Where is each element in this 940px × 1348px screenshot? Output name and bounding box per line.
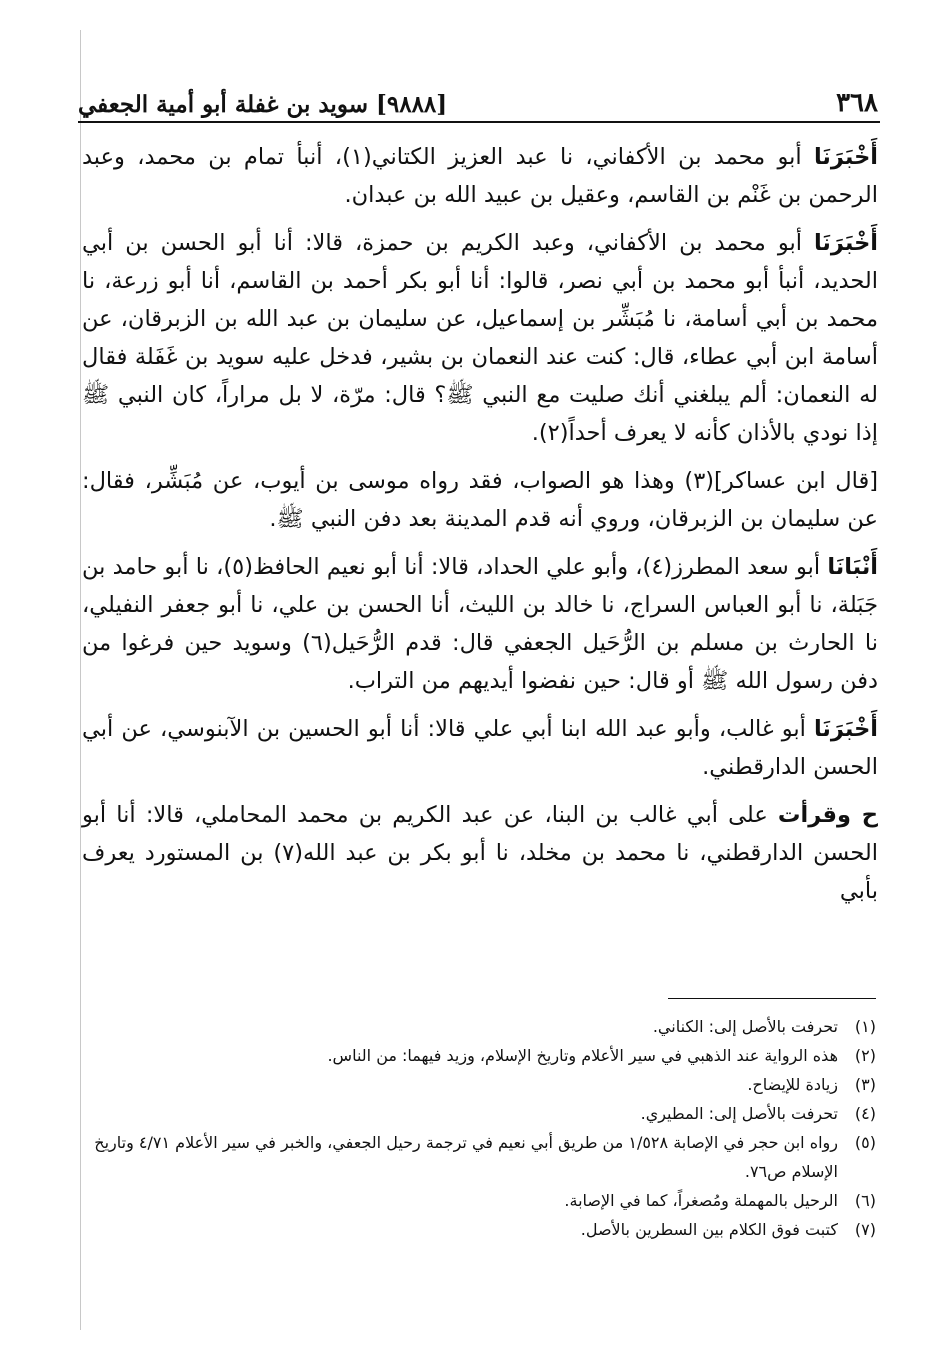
footnote-number: (٢): [854, 1046, 876, 1065]
paragraph-2: [82, 224, 878, 452]
page-header: [78, 72, 878, 118]
page-number: ٣٦٨: [836, 88, 878, 118]
footnote-5: [70, 1128, 876, 1186]
paragraph-text: [قال ابن عساكر](٣) وهذا هو الصواب، فقد رواه موسى بن أيوب، عن مُبَشِّر، فقال: عن سليمان بن الزبرقان، وروي أنه قدم المدينة بعد دفن النبي ﷺ.: [82, 468, 878, 532]
paragraph-lead: أَخْبَرَنَا: [813, 144, 878, 170]
footnote-text: الرحيل بالمهملة ومُصغراً، كما في الإصابة.: [564, 1191, 838, 1210]
paragraph-text: أبو محمد بن الأكفاني، وعبد الكريم بن حمزة، قالا: أنا أبو الحسن بن أبي الحديد، أنبأ أبو محمد بن أبي نصر، قالوا: أنا أبو بكر أحمد بن القاسم، أنا أبو زرعة، نا محمد بن أبي أسامة، نا مُبَشِّر بن إسماعيل، عن سليمان بن عبد الله بن الزبرقان، عن أسامة ابن أبي عطاء، قال: كنت عند النعمان بن بشير، فدخل عليه سويد بن غَفَلة فقال له النعمان: ألم يبلغني أنك صليت مع النبي ﷺ؟ قال: مرّة، لا بل مراراً، كان النبي ﷺ إذا نودي بالأذان كأنه لا يعرف أحداً(٢).: [82, 230, 878, 446]
footnote-1: [70, 1012, 876, 1041]
footnote-number: (٦): [854, 1191, 876, 1210]
footnote-number: (٧): [854, 1220, 876, 1239]
footnote-2: [70, 1041, 876, 1070]
footnote-separator: [668, 998, 876, 999]
footnote-text: تحرفت بالأصل إلى: المطيري.: [640, 1104, 838, 1123]
footnote-4: [70, 1099, 876, 1128]
paragraph-text: أبو غالب، وأبو عبد الله ابنا أبي علي قالا: أنا أبو الحسين بن الآبنوسي، عن أبي الحسن الدارقطني.: [82, 716, 878, 780]
paragraph-6: [82, 796, 878, 910]
main-text: [82, 138, 878, 920]
footnote-text: زيادة للإيضاح.: [747, 1075, 838, 1094]
footnote-text: رواه ابن حجر في الإصابة ١/٥٢٨ من طريق أبي نعيم في ترجمة رحيل الجعفي، والخبر في سير الأعلام ٤/٧١ وتاريخ الإسلام ص٧٦.: [94, 1133, 838, 1181]
footnote-number: (١): [854, 1017, 876, 1036]
paragraph-5: [82, 710, 878, 786]
paragraph-text: أبو محمد بن الأكفاني، نا عبد العزيز الكتاني(١)، أنبأ تمام بن محمد، وعبد الرحمن بن غَنْم بن القاسم، وعقيل بن عبيد الله بن عبدان.: [82, 144, 878, 208]
paragraph-text: أبو سعد المطرز(٤)، وأبو علي الحداد، قالا: أنا أبو نعيم الحافظ(٥)، نا أبو حامد بن جَبَلة، نا أبو العباس السراج، نا خالد بن الليث، أنا الحسن بن علي، نا أبو جعفر النفيلي، نا الحارث بن مسلم بن الرُّحَيل الجعفي قال: قدم الرُّحَيل(٦) وسويد حين فرغوا من دفن رسول الله ﷺ أو قال: حين نفضوا أيديهم من التراب.: [82, 554, 878, 694]
paragraph-text: على أبي غالب بن البنا، عن عبد الكريم بن محمد المحاملي، قالا: أنا أبو الحسن الدارقطني، نا محمد بن مخلد، نا أبو بكر بن عبد الله(٧) بن المستورد يعرف بأبي: [82, 802, 878, 904]
footnote-7: [70, 1215, 876, 1244]
footnote-text: تحرفت بالأصل إلى: الكناني.: [652, 1017, 838, 1036]
header-rule: [78, 121, 880, 123]
paragraph-lead: ح وقرأت: [777, 802, 878, 828]
footnotes: [70, 1012, 876, 1244]
footnote-number: (٥): [854, 1133, 876, 1152]
footnote-number: (٣): [854, 1075, 876, 1094]
footnote-text: كتبت فوق الكلام بين السطرين بالأصل.: [580, 1220, 838, 1239]
paragraph-lead: أَخْبَرَنَا: [813, 716, 878, 742]
footnote-6: [70, 1186, 876, 1215]
footnote-3: [70, 1070, 876, 1099]
paragraph-3: [82, 462, 878, 538]
paragraph-lead: أَخْبَرَنَا: [813, 230, 878, 256]
paragraph-4: [82, 548, 878, 700]
paragraph-lead: أَنْبَانَا: [827, 554, 879, 580]
running-title: [٩٨٨٨] سويد بن غفلة أبو أمية الجعفي: [78, 91, 448, 118]
footnote-text: هذه الرواية عند الذهبي في سير الأعلام وتاريخ الإسلام، وزيد فيهما: من الناس.: [327, 1046, 838, 1065]
paragraph-1: [82, 138, 878, 214]
footnote-number: (٤): [854, 1104, 876, 1123]
